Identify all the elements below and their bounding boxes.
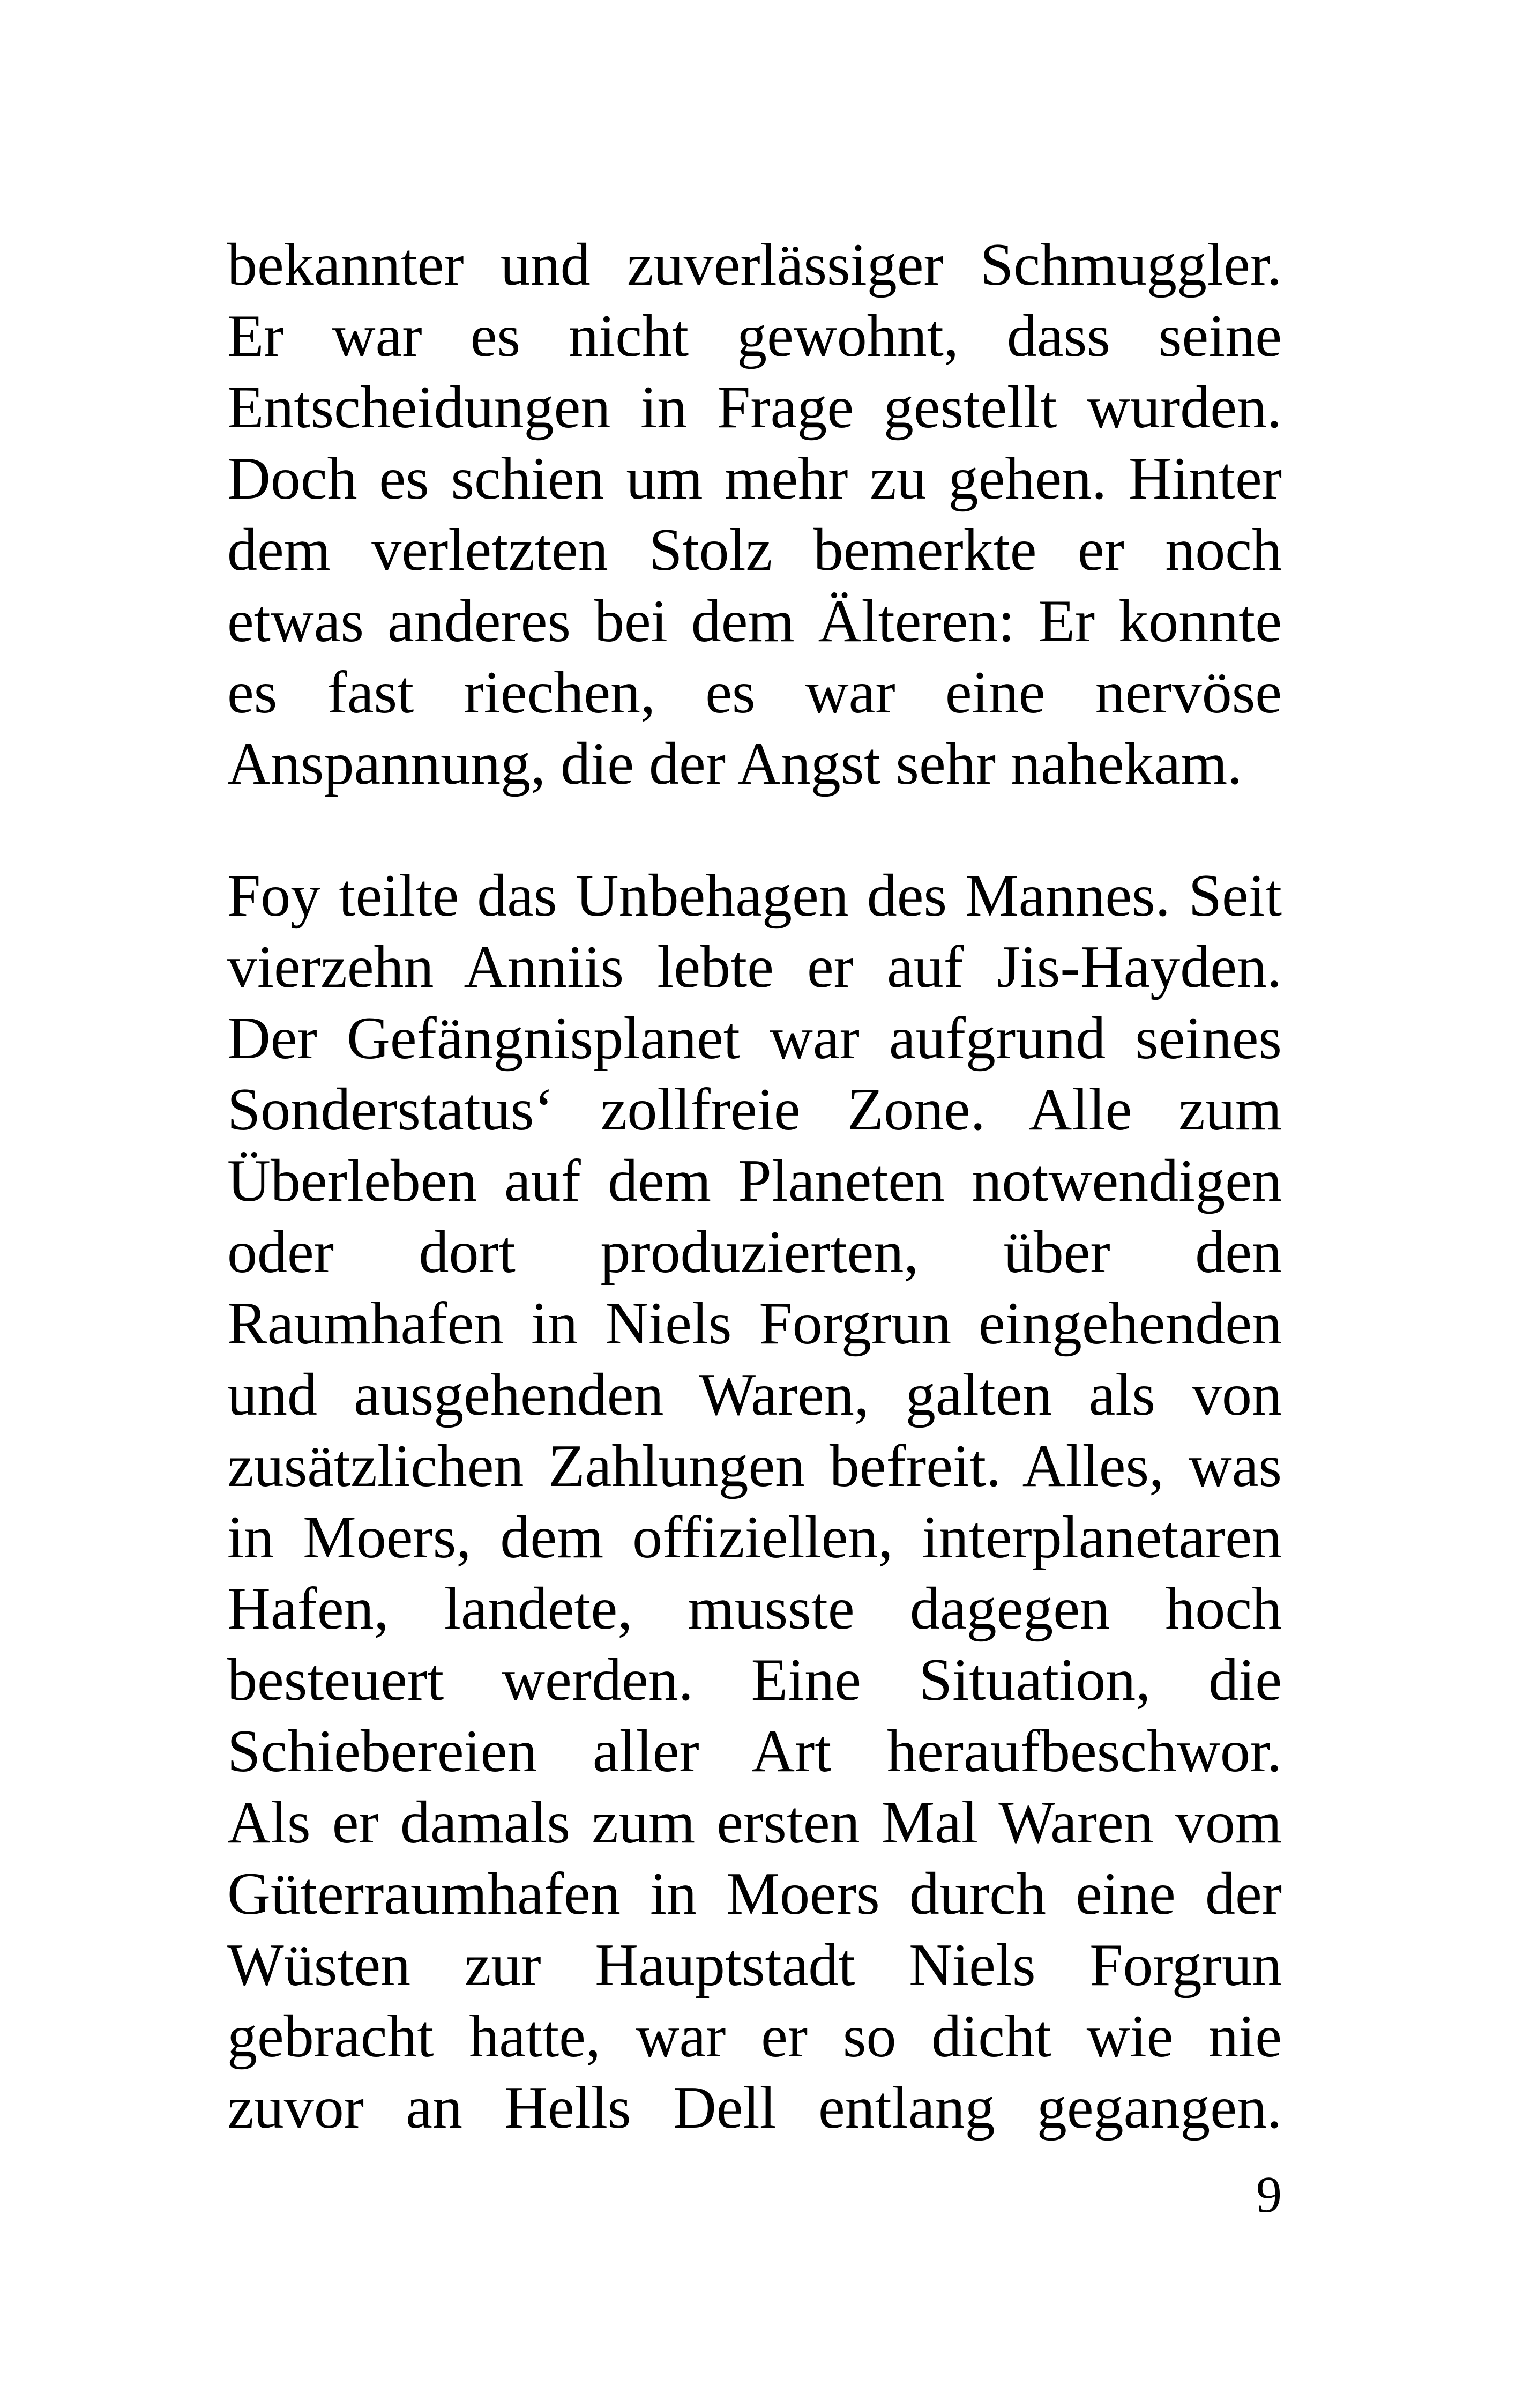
text-line: Überleben auf dem Planeten notwendigen	[227, 1148, 1282, 1214]
text-line: besteuert werden. Eine Situation, die	[227, 1647, 1282, 1713]
text-line: Hafen, landete, musste dagegen hoch	[227, 1575, 1282, 1642]
text-line: Doch es schien um mehr zu gehen. Hinter	[227, 445, 1282, 512]
page-number: 9	[1256, 2166, 1282, 2223]
text-line: Güterraumhafen in Moers durch eine der	[227, 1861, 1282, 1927]
text-line: bekannter und zuverlässiger Schmuggler.	[227, 232, 1282, 298]
paragraph-2	[227, 860, 1282, 2144]
text-line: Raumhafen in Niels Forgrun eingehenden	[227, 1290, 1282, 1357]
text-line: Foy teilte das Unbehagen des Mannes. Seit	[227, 863, 1282, 929]
text-line: zuvor an Hells Dell entlang gegangen.	[227, 2075, 1282, 2141]
text-line: es fast riechen, es war eine nervöse	[227, 659, 1282, 726]
text-line: zusätzlichen Zahlungen befreit. Alles, was	[227, 1433, 1282, 1499]
text-line: Er war es nicht gewohnt, dass seine	[227, 303, 1282, 369]
text-line: gebracht hatte, war er so dicht wie nie	[227, 2003, 1282, 2070]
text-line: dem verletzten Stolz bemerkte er noch	[227, 517, 1282, 583]
text-line: in Moers, dem offiziellen, interplanetaren	[227, 1504, 1282, 1571]
text-line: Anspannung, die der Angst sehr nahekam.	[227, 731, 1243, 797]
text-line: Als er damals zum ersten Mal Waren vom	[227, 1789, 1282, 1856]
text-line: Sonderstatus‘ zollfreie Zone. Alle zum	[227, 1076, 1282, 1143]
text-line: Wüsten zur Hauptstadt Niels Forgrun	[227, 1932, 1282, 1998]
text-line: oder dort produzierten, über den	[227, 1219, 1282, 1285]
text-line: Entscheidungen in Frage gestellt wurden.	[227, 374, 1282, 441]
text-line: Der Gefängnisplanet war aufgrund seines	[227, 1005, 1282, 1072]
text-line: etwas anderes bei dem Älteren: Er konnte	[227, 588, 1282, 655]
text-line: und ausgehenden Waren, galten als von	[227, 1362, 1282, 1428]
text-line: vierzehn Anniis lebte er auf Jis-Hayden.	[227, 934, 1282, 1000]
text-line: Schiebereien aller Art heraufbeschwor.	[227, 1718, 1282, 1785]
paragraph-1	[227, 229, 1282, 800]
